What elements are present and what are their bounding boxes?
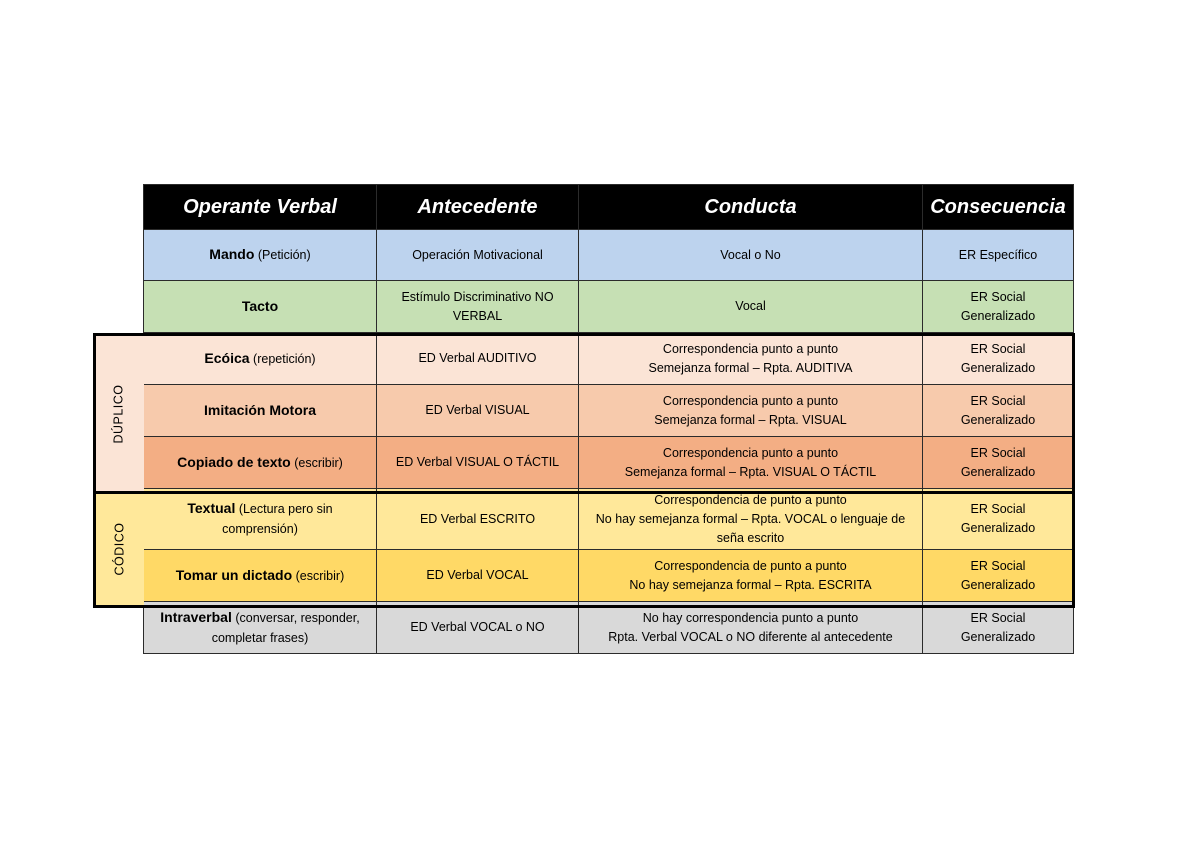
consecuencia-line: Generalizado bbox=[960, 577, 1036, 592]
conducta-line: Correspondencia punto a punto bbox=[662, 341, 839, 356]
conducta-line: No hay semejanza formal – Rpta. VOCAL o lenguaje de seña escrito bbox=[595, 511, 906, 545]
operant-name-cell bbox=[144, 437, 377, 489]
consecuencia-line: ER Social bbox=[970, 610, 1026, 625]
operant-name-cell bbox=[144, 489, 377, 550]
operant-name-cell bbox=[144, 281, 377, 333]
antecedente-cell: ED Verbal VISUAL bbox=[377, 385, 579, 437]
table-row bbox=[144, 281, 1074, 333]
consecuencia-cell bbox=[923, 281, 1074, 333]
conducta-cell bbox=[579, 281, 923, 333]
operant-note: (repetición) bbox=[249, 351, 316, 366]
antecedente-cell: ED Verbal ESCRITO bbox=[377, 489, 579, 550]
consecuencia-cell bbox=[923, 437, 1074, 489]
operant-name: Intraverbal bbox=[160, 608, 232, 625]
table-row bbox=[144, 437, 1074, 489]
consecuencia-cell bbox=[923, 602, 1074, 654]
operant-name-cell bbox=[144, 385, 377, 437]
operant-name: Tomar un dictado bbox=[175, 566, 293, 583]
conducta-line: Semejanza formal – Rpta. VISUAL bbox=[654, 412, 847, 427]
operant-name: Copiado de texto bbox=[177, 453, 291, 470]
consecuencia-line: ER Social bbox=[970, 445, 1026, 460]
consecuencia-cell bbox=[923, 489, 1074, 550]
consecuencia-line: Generalizado bbox=[960, 521, 1036, 535]
operant-note: (Lectura pero sin comprensión) bbox=[222, 502, 333, 536]
consecuencia-cell bbox=[923, 550, 1074, 602]
operant-name: Mando bbox=[209, 246, 255, 262]
antecedente-cell: ED Verbal VISUAL O TÁCTIL bbox=[377, 437, 579, 489]
table-row bbox=[144, 602, 1074, 654]
consecuencia-line: Generalizado bbox=[960, 629, 1036, 644]
conducta-line: Correspondencia de punto a punto bbox=[654, 558, 847, 573]
conducta-line: Vocal bbox=[735, 299, 766, 313]
consecuencia-line: ER Social bbox=[970, 502, 1026, 516]
consecuencia-line: Generalizado bbox=[960, 464, 1036, 479]
conducta-cell bbox=[579, 333, 923, 385]
antecedente-cell: ED Verbal VOCAL o NO bbox=[377, 602, 579, 654]
antecedente-cell: Operación Motivacional bbox=[377, 230, 579, 281]
codico-group-label bbox=[94, 492, 144, 606]
operant-note: (escribir) bbox=[290, 455, 343, 470]
operant-name: Imitación Motora bbox=[203, 401, 316, 418]
operant-name: Textual bbox=[187, 500, 236, 516]
header-consecuencia: Consecuencia bbox=[923, 185, 1074, 230]
conducta-line: Semejanza formal – Rpta. VISUAL O TÁCTIL bbox=[624, 464, 877, 479]
conducta-line: Semejanza formal – Rpta. AUDITIVA bbox=[648, 360, 853, 375]
consecuencia-line: ER Social bbox=[970, 341, 1026, 356]
operant-name-cell bbox=[144, 550, 377, 602]
header-antecedente: Antecedente bbox=[377, 185, 579, 230]
consecuencia-line: Generalizado bbox=[960, 412, 1036, 427]
table-row bbox=[144, 385, 1074, 437]
conducta-line: Rpta. Verbal VOCAL o NO diferente al antecedente bbox=[608, 629, 893, 644]
table-row bbox=[144, 550, 1074, 602]
conducta-cell bbox=[579, 550, 923, 602]
antecedente-cell: ED Verbal VOCAL bbox=[377, 550, 579, 602]
operant-name: Ecóica bbox=[204, 349, 250, 366]
operant-name-cell bbox=[144, 602, 377, 654]
operant-name-cell bbox=[144, 333, 377, 385]
operant-note: (escribir) bbox=[292, 568, 345, 583]
consecuencia-cell bbox=[923, 333, 1074, 385]
antecedente-cell: ED Verbal AUDITIVO bbox=[377, 333, 579, 385]
table-row bbox=[144, 333, 1074, 385]
operant-note: (Petición) bbox=[254, 248, 311, 262]
table-row bbox=[144, 230, 1074, 281]
duplico-group-label bbox=[94, 335, 144, 492]
header-operante-verbal: Operante Verbal bbox=[144, 185, 377, 230]
conducta-line: Correspondencia punto a punto bbox=[662, 393, 839, 408]
conducta-line: Vocal o No bbox=[720, 247, 781, 262]
conducta-cell bbox=[579, 230, 923, 281]
duplico-label-text: DÚPLICO bbox=[112, 383, 127, 444]
conducta-line: Correspondencia punto a punto bbox=[662, 445, 839, 460]
consecuencia-cell bbox=[923, 230, 1074, 281]
consecuencia-line: Generalizado bbox=[960, 308, 1036, 323]
operant-note: (conversar, responder, completar frases) bbox=[211, 610, 360, 645]
conducta-cell bbox=[579, 489, 923, 550]
conducta-cell bbox=[579, 437, 923, 489]
consecuencia-line: ER Específico bbox=[958, 247, 1038, 262]
conducta-cell bbox=[579, 385, 923, 437]
conducta-line: No hay semejanza formal – Rpta. ESCRITA bbox=[629, 577, 872, 592]
consecuencia-cell bbox=[923, 385, 1074, 437]
conducta-line: Correspondencia de punto a punto bbox=[654, 492, 847, 507]
conducta-line: No hay correspondencia punto a punto bbox=[642, 610, 859, 625]
header-row bbox=[144, 185, 1074, 230]
operant-name: Tacto bbox=[241, 297, 279, 314]
consecuencia-line: ER Social bbox=[970, 558, 1026, 573]
verbal-operants-table bbox=[143, 184, 1074, 654]
consecuencia-line: ER Social bbox=[970, 289, 1026, 304]
consecuencia-line: Generalizado bbox=[960, 360, 1036, 375]
header-conducta: Conducta bbox=[579, 185, 923, 230]
table-row bbox=[144, 489, 1074, 550]
conducta-cell bbox=[579, 602, 923, 654]
consecuencia-line: ER Social bbox=[970, 393, 1026, 408]
antecedente-cell: Estímulo Discriminativo NO VERBAL bbox=[377, 281, 579, 333]
operant-name-cell bbox=[144, 230, 377, 281]
codico-label-text: CÓDICO bbox=[112, 522, 126, 576]
